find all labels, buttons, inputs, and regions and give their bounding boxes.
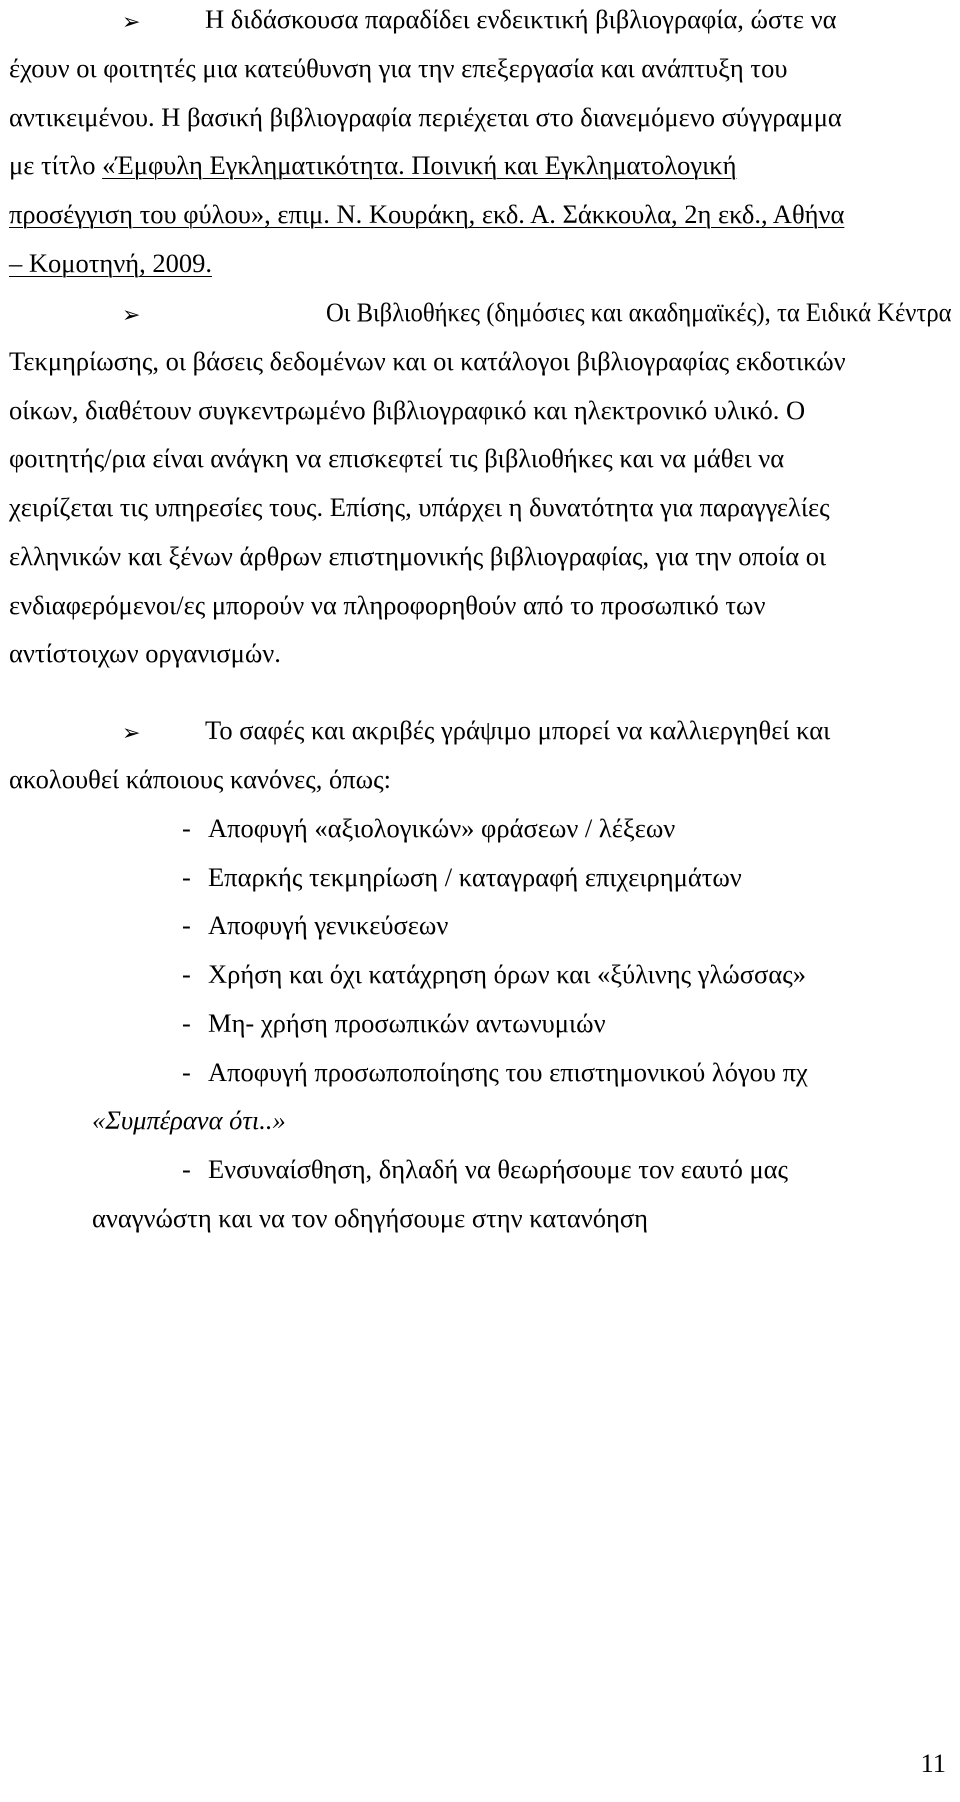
rule-item-text: Αποφυγή «αξιολογικών» φράσεων / λέξεων <box>208 813 676 843</box>
dash-marker: - <box>182 959 191 989</box>
bullet-arrow-icon: ➢ <box>122 9 141 34</box>
rule-item <box>182 959 806 989</box>
dash-marker: - <box>182 1154 191 1184</box>
dash-marker: - <box>182 813 191 843</box>
bibliography-link-part3[interactable]: – Κομοτηνή, 2009. <box>9 248 212 278</box>
rule-item-text: Ενσυναίσθηση, δηλαδή να θεωρήσουμε τον εαυτό μας <box>208 1154 789 1184</box>
paragraph1-line1: Η διδάσκουσα παραδίδει ενδεικτική βιβλιογραφία, ώστε να <box>205 4 837 34</box>
rule-item <box>182 910 448 940</box>
paragraph2-line7: ενδιαφερόμενοι/ες μπορούν να πληροφορηθούν από το προσωπικό των <box>9 590 766 620</box>
paragraph3-line1: Το σαφές και ακριβές γράψιμο μπορεί να καλλιεργηθεί και <box>205 715 831 745</box>
paragraph2-line3: οίκων, διαθέτουν συγκεντρωμένο βιβλιογραφικό και ηλεκτρονικό υλικό. Ο <box>9 395 806 425</box>
paragraph2-line5: χειρίζεται τις υπηρεσίες τους. Επίσης, υπάρχει η δυνατότητα για παραγγελίες <box>9 492 830 522</box>
rule-item-continuation: αναγνώστη και να τον οδηγήσουμε στην κατανόηση <box>92 1203 649 1233</box>
bibliography-link-part1[interactable]: «Έμφυλη Εγκληματικότητα. Ποινική και Εγκληματολογική <box>102 150 737 180</box>
paragraph3-line2: ακολουθεί κάποιους κανόνες, όπως: <box>9 764 391 794</box>
paragraph1-line3: αντικειμένου. Η βασική βιβλιογραφία περιέχεται στο διανεμόμενο σύγγραμμα <box>9 102 842 132</box>
paragraph1-line2: έχουν οι φοιτητές μια κατεύθυνση για την επεξεργασία και ανάπτυξη του <box>9 53 788 83</box>
bibliography-link-part2[interactable]: προσέγγιση του φύλου», επιμ. Ν. Κουράκη, εκδ. Α. Σάκκουλα, 2η εκδ., Αθήνα <box>9 199 845 229</box>
rule-item <box>182 862 742 892</box>
dash-marker: - <box>182 910 191 940</box>
rule-item-text: Αποφυγή προσωποποίησης του επιστημονικού λόγου πχ <box>208 1057 808 1087</box>
rule-item <box>182 1154 788 1184</box>
rule-item <box>182 813 675 843</box>
dash-marker: - <box>182 862 191 892</box>
paragraph2-line4: φοιτητής/ρια είναι ανάγκη να επισκεφτεί τις βιβλιοθήκες και να μάθει να <box>9 443 785 473</box>
rule-item-text: Χρήση και όχι κατάχρηση όρων και «ξύλινης γλώσσας» <box>208 959 806 989</box>
rule-item-text: Επαρκής τεκμηρίωση / καταγραφή επιχειρημάτων <box>208 862 742 892</box>
paragraph1-line4-text: με τίτλο <box>9 150 103 180</box>
dash-marker: - <box>182 1057 191 1087</box>
paragraph2-line6: ελληνικών και ξένων άρθρων επιστημονικής βιβλιογραφίας, για την οποία οι <box>9 541 827 571</box>
paragraph1-line4 <box>9 150 736 180</box>
dash-marker: - <box>182 1008 191 1038</box>
paragraph2-line1: Οι Βιβλιοθήκες (δημόσιες και ακαδημαϊκές), τα Ειδικά Κέντρα <box>326 297 952 327</box>
rule-item-text: Μη- χρήση προσωπικών αντωνυμιών <box>208 1008 606 1038</box>
paragraph2-line2: Τεκμηρίωσης, οι βάσεις δεδομένων και οι κατάλογοι βιβλιογραφίας εκδοτικών <box>9 346 846 376</box>
paragraph2-line8: αντίστοιχων οργανισμών. <box>9 638 281 668</box>
rule-item-text: Αποφυγή γενικεύσεων <box>208 910 449 940</box>
rule-item-continuation: «Συμπέρανα ότι..» <box>92 1105 286 1135</box>
rule-item <box>182 1008 606 1038</box>
rule-item <box>182 1057 808 1087</box>
bullet-arrow-icon: ➢ <box>122 720 141 745</box>
bullet-arrow-icon: ➢ <box>122 302 141 327</box>
page-number: 11 <box>920 1748 946 1778</box>
